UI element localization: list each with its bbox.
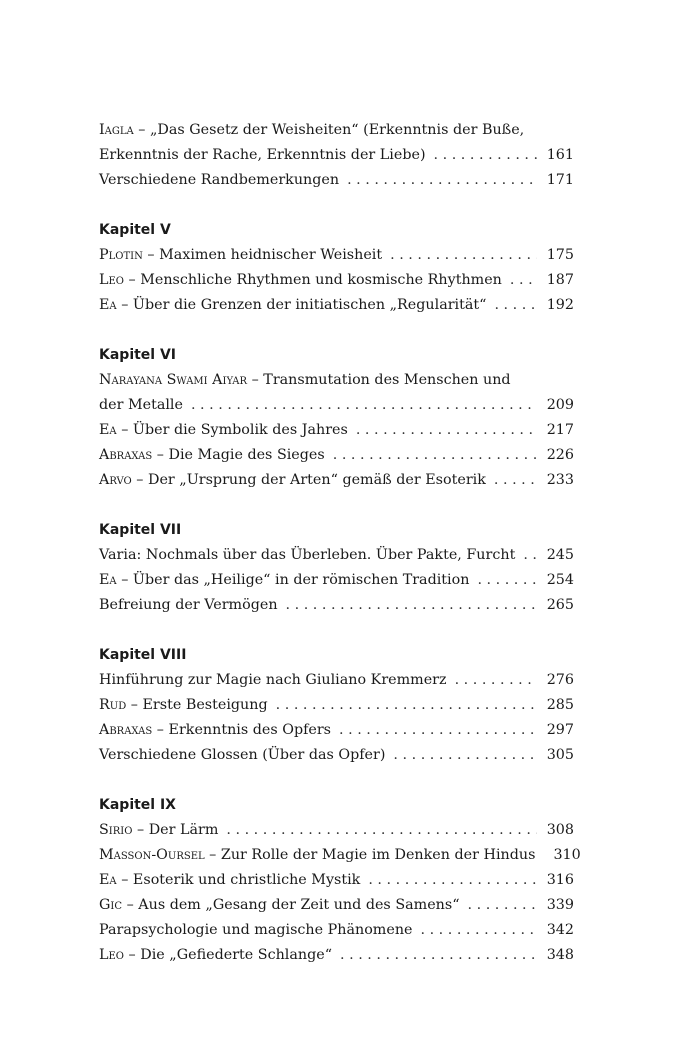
toc-section xyxy=(99,793,581,968)
page-number: 305 xyxy=(546,747,574,763)
toc-entry xyxy=(99,368,574,393)
entry-title-continued: Erkenntnis der Rache, Erkenntnis der Liebe) xyxy=(99,147,426,163)
page-number: 348 xyxy=(546,947,574,963)
entry-title: Parapsychologie und magische Phänomene xyxy=(99,922,413,938)
entry-author: Gic xyxy=(99,897,123,913)
entry-separator: – xyxy=(152,722,169,738)
entry-text xyxy=(99,168,339,193)
entry-text xyxy=(99,868,360,893)
dot-leader xyxy=(339,718,537,743)
toc-entry-continuation xyxy=(99,393,574,418)
dot-leader xyxy=(276,693,537,718)
dot-leader xyxy=(434,143,537,168)
entry-title: Über die Symbolik des Jahres xyxy=(132,422,348,438)
entry-text xyxy=(99,268,502,293)
entry-author: Iagla xyxy=(99,122,134,138)
toc-entry xyxy=(99,593,574,618)
toc-entry xyxy=(99,168,574,193)
dot-leader xyxy=(494,468,537,493)
entry-separator: – xyxy=(152,447,169,463)
toc-entry xyxy=(99,118,574,143)
toc-entry xyxy=(99,893,574,918)
entry-text xyxy=(99,893,460,918)
toc-section xyxy=(99,518,574,618)
entry-title: Der Lärm xyxy=(148,822,219,838)
entry-text xyxy=(99,293,486,318)
entry-text xyxy=(99,418,348,443)
entry-separator: – xyxy=(124,272,141,288)
page-number: 175 xyxy=(546,247,574,263)
entry-text xyxy=(99,243,382,268)
page-number: 209 xyxy=(546,397,574,413)
entry-text xyxy=(99,693,268,718)
entry-title: Erkenntnis des Opfers xyxy=(168,722,332,738)
toc-entry xyxy=(99,868,574,893)
page-number: 233 xyxy=(546,472,574,488)
entry-text xyxy=(99,843,535,868)
dot-leader xyxy=(340,943,537,968)
toc-entry xyxy=(99,918,574,943)
page-number: 308 xyxy=(546,822,574,838)
page-number: 161 xyxy=(546,147,574,163)
entry-author: Abraxas xyxy=(99,447,153,463)
entry-author: Rud xyxy=(99,697,127,713)
chapter-heading: Kapitel V xyxy=(99,222,171,238)
entry-text xyxy=(99,568,469,593)
entry-separator: – xyxy=(116,872,133,888)
entry-text xyxy=(99,668,447,693)
page-number: 316 xyxy=(546,872,574,888)
dot-leader xyxy=(191,393,537,418)
toc-entry-continuation xyxy=(99,143,574,168)
toc-section xyxy=(99,118,574,193)
chapter-heading: Kapitel VI xyxy=(99,347,177,363)
dot-leader xyxy=(455,668,537,693)
toc-entry xyxy=(99,943,574,968)
entry-title: Über die Grenzen der initiatischen „Regularität“ xyxy=(132,297,487,313)
dot-leader xyxy=(226,818,536,843)
entry-text xyxy=(99,593,278,618)
dot-leader xyxy=(393,743,536,768)
entry-author: Narayana Swami Aiyar xyxy=(99,372,248,388)
entry-separator: – xyxy=(131,472,148,488)
entry-author: Leo xyxy=(99,947,124,963)
dot-leader xyxy=(468,893,537,918)
dot-leader xyxy=(494,293,536,318)
entry-separator: – xyxy=(126,697,143,713)
entry-title: Transmutation des Menschen und xyxy=(263,372,511,388)
entry-title: Zur Rolle der Magie im Denken der Hindus xyxy=(220,847,536,863)
entry-text xyxy=(99,718,331,743)
page-number: 339 xyxy=(546,897,574,913)
entry-title: „Das Gesetz der Weisheiten“ (Erkenntnis der Buße, xyxy=(149,122,525,138)
entry-author: Leo xyxy=(99,272,124,288)
toc-entry xyxy=(99,843,581,868)
dot-leader xyxy=(390,243,537,268)
toc-entry xyxy=(99,243,574,268)
table-of-contents xyxy=(99,118,581,968)
entry-separator: – xyxy=(142,247,160,263)
entry-title: Die Magie des Sieges xyxy=(168,447,325,463)
entry-title: Menschliche Rhythmen und kosmische Rhythmen xyxy=(140,272,502,288)
chapter-heading: Kapitel VIII xyxy=(99,647,187,663)
entry-author: Sirio xyxy=(99,822,133,838)
toc-entry xyxy=(99,818,574,843)
dot-leader xyxy=(347,168,537,193)
entry-author: Ea xyxy=(99,297,117,313)
page-number: 254 xyxy=(546,572,574,588)
entry-title: Varia: Nochmals über das Überleben. Über Pakte, Furcht xyxy=(99,547,516,563)
entry-author: Ea xyxy=(99,572,117,588)
entry-author: Ea xyxy=(99,872,117,888)
entry-text xyxy=(99,443,325,468)
toc-section xyxy=(99,218,574,318)
toc-section xyxy=(99,343,574,493)
chapter-heading: Kapitel VII xyxy=(99,522,182,538)
toc-entry xyxy=(99,268,574,293)
entry-title: Über das „Heilige“ in der römischen Tradition xyxy=(132,572,470,588)
entry-author: Abraxas xyxy=(99,722,153,738)
entry-text xyxy=(99,818,218,843)
entry-title: Hinführung zur Magie nach Giuliano Kremmerz xyxy=(99,672,447,688)
toc-entry xyxy=(99,718,574,743)
page-number: 187 xyxy=(546,272,574,288)
entry-text xyxy=(99,543,515,568)
entry-separator: – xyxy=(132,822,149,838)
entry-separator: – xyxy=(247,372,264,388)
chapter-heading: Kapitel IX xyxy=(99,797,176,813)
entry-text xyxy=(99,918,412,943)
entry-title: Der „Ursprung der Arten“ gemäß der Esoterik xyxy=(148,472,486,488)
entry-separator: – xyxy=(204,847,221,863)
entry-separator: – xyxy=(124,947,141,963)
toc-entry xyxy=(99,418,574,443)
entry-title-continued: der Metalle xyxy=(99,397,183,413)
toc-entry xyxy=(99,543,574,568)
entry-separator: – xyxy=(116,422,133,438)
entry-title: Befreiung der Vermögen xyxy=(99,597,278,613)
dot-leader xyxy=(368,868,536,893)
toc-section xyxy=(99,643,574,768)
toc-entry xyxy=(99,568,574,593)
page-number: 192 xyxy=(546,297,574,313)
page-number: 245 xyxy=(546,547,574,563)
entry-author: Ea xyxy=(99,422,117,438)
entry-text xyxy=(99,743,385,768)
dot-leader xyxy=(420,918,536,943)
entry-text xyxy=(99,468,486,493)
entry-author: Plotin xyxy=(99,247,143,263)
entry-separator: – xyxy=(122,897,139,913)
toc-entry xyxy=(99,743,574,768)
entry-title: Verschiedene Randbemerkungen xyxy=(99,172,340,188)
page-number: 276 xyxy=(546,672,574,688)
entry-text xyxy=(99,943,332,968)
entry-separator: – xyxy=(133,122,150,138)
page-number: 265 xyxy=(546,597,574,613)
entry-title: Maximen heidnischer Weisheit xyxy=(159,247,383,263)
toc-entry xyxy=(99,693,574,718)
entry-author: Arvo xyxy=(99,472,132,488)
toc-entry xyxy=(99,443,574,468)
toc-entry xyxy=(99,668,574,693)
dot-leader xyxy=(286,593,537,618)
page-number: 342 xyxy=(546,922,574,938)
page-number: 285 xyxy=(546,697,574,713)
entry-separator: – xyxy=(116,297,133,313)
entry-author: Masson-Oursel xyxy=(99,847,205,863)
entry-separator: – xyxy=(116,572,133,588)
page-number: 217 xyxy=(546,422,574,438)
dot-leader xyxy=(510,268,537,293)
toc-entry xyxy=(99,468,574,493)
dot-leader xyxy=(523,543,536,568)
dot-leader xyxy=(333,443,537,468)
page-number: 310 xyxy=(553,847,581,863)
entry-title: Aus dem „Gesang der Zeit und des Samens“ xyxy=(138,897,460,913)
dot-leader xyxy=(477,568,536,593)
page-number: 226 xyxy=(546,447,574,463)
toc-entry xyxy=(99,293,574,318)
entry-text xyxy=(99,368,511,393)
entry-title: Die „Gefiederte Schlange“ xyxy=(140,947,333,963)
entry-title: Esoterik und christliche Mystik xyxy=(132,872,361,888)
entry-title: Erste Besteigung xyxy=(142,697,268,713)
entry-text xyxy=(99,118,524,143)
dot-leader xyxy=(356,418,537,443)
entry-title: Verschiedene Glossen (Über das Opfer) xyxy=(99,747,386,763)
page-number: 297 xyxy=(546,722,574,738)
page-number: 171 xyxy=(546,172,574,188)
